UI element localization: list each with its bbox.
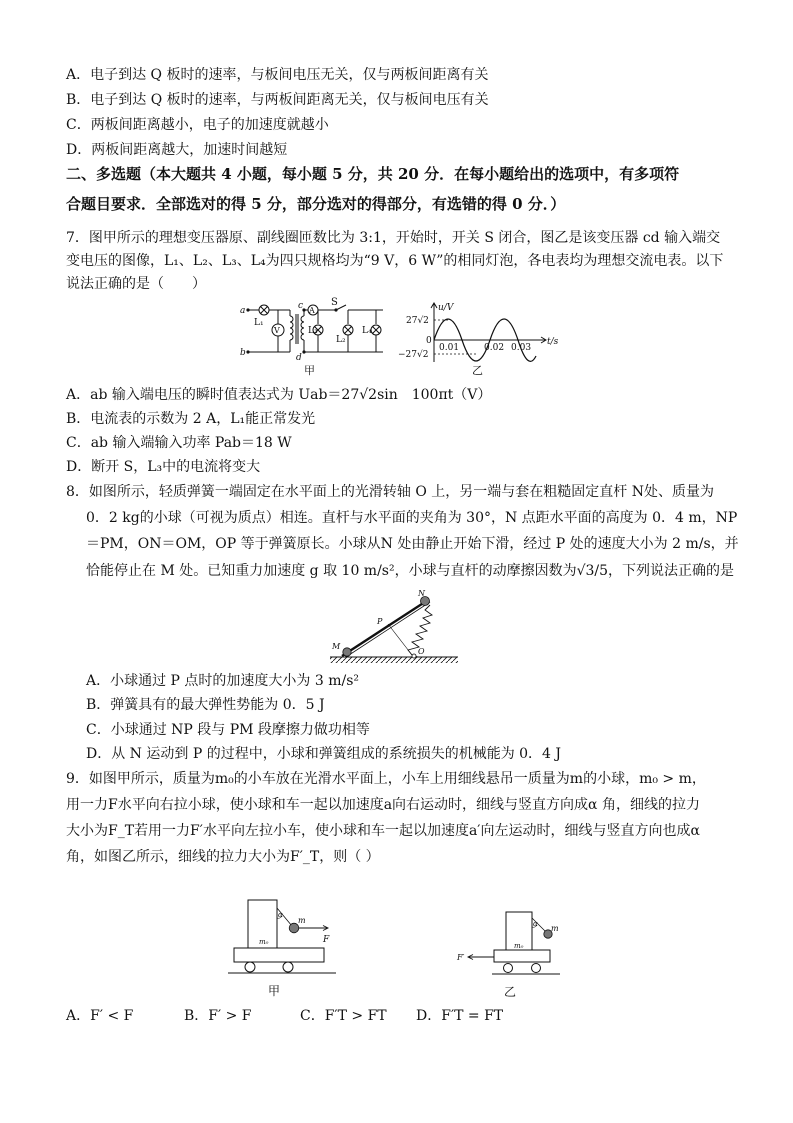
ball-at-m xyxy=(343,648,351,656)
q9-cart-figure-jia xyxy=(228,896,340,1000)
graph-tick-002: 0.02 xyxy=(484,343,505,353)
force-f-prime-label: F′ xyxy=(457,953,465,962)
point-m-label: M xyxy=(332,642,341,651)
lamp-l2-label: L₂ xyxy=(336,335,346,345)
lamp-l1-label: L₁ xyxy=(254,318,264,328)
q7-circuit-figure xyxy=(238,296,388,376)
q8-option-b: B．弹簧具有的最大弹性势能为 0．5 J xyxy=(86,697,325,713)
point-n-label: N xyxy=(418,589,425,598)
q6-option-c: C．两板间距离越小，电子的加速度就越小 xyxy=(66,117,329,133)
graph-origin-label: 0 xyxy=(426,336,432,346)
q8-stem-line2: 0．2 kg的小球（可视为质点）相连。直杆与水平面的夹角为 30°，N 点距水平面的高度为 0．4 m，NP xyxy=(86,510,738,526)
q8-option-d: D．从 N 运动到 P 的过程中，小球和弹簧组成的系统损失的机械能为 0．4 J xyxy=(86,746,562,762)
terminal-a-label: a xyxy=(240,306,246,316)
q8-spring-rod-figure xyxy=(328,586,462,668)
ground-hatching xyxy=(330,657,458,663)
switch-s-label: S xyxy=(331,297,338,308)
angle-alpha-label-yi: α xyxy=(533,920,538,928)
graph-tick-001: 0.01 xyxy=(439,343,460,353)
ball-mass-label: m xyxy=(298,916,306,925)
graph-tick-003: 0.03 xyxy=(511,343,532,353)
q9-stem-line1: 9．如图甲所示，质量为m₀的小车放在光滑水平面上，小车上用细线悬吊一质量为m的小球，m₀ > m， xyxy=(66,771,706,787)
cart-wheel-right-yi xyxy=(532,964,541,973)
cart-wheel-left-yi xyxy=(504,964,513,973)
q9-option-b: B．F′ > F xyxy=(184,1008,252,1024)
q8-stem-line1: 8．如图所示，轻质弹簧一端固定在水平面上的光滑转轴 O 上，另一端与套在粗糙固定直杆 N处、质量为 xyxy=(66,484,714,500)
q7-option-b: B．电流表的示数为 2 A，L₁能正常发光 xyxy=(66,411,316,427)
q7-option-c: C．ab 输入端输入功率 Pab＝18 W xyxy=(66,435,292,451)
figure-yi-caption: 乙 xyxy=(472,364,483,377)
q6-option-a: A．电子到达 Q 板时的速率，与板间电压无关，仅与两板间距离有关 xyxy=(66,67,489,83)
section-heading-line1: 二、多选题（本大题共 4 小题，每小题 5 分，共 20 分．在每小题给出的选项中，有多项符 xyxy=(66,165,680,183)
q8-option-a: A．小球通过 P 点时的加速度大小为 3 m/s² xyxy=(86,673,360,689)
cart-mass-label-yi: m₀ xyxy=(514,942,524,950)
voltmeter-icon: V xyxy=(274,326,280,335)
point-o-label: O xyxy=(418,647,425,656)
lamp-l3-label: L₃ xyxy=(308,326,318,336)
pivot-o xyxy=(412,654,416,658)
point-p-label: P xyxy=(377,617,383,626)
lamp-l4-label: L₄ xyxy=(362,326,372,336)
section-heading-line2: 合题目要求．全部选对的得 5 分，部分选对的得部分，有选错的得 0 分．） xyxy=(66,195,566,213)
cart-mass-label: m₀ xyxy=(259,938,269,946)
terminal-c-label: c xyxy=(298,301,304,311)
q9-cart-figure-yi xyxy=(456,910,566,1002)
terminal-d-label: d xyxy=(296,353,302,363)
force-f-label: F xyxy=(323,935,330,945)
q8-stem-line4: 恰能停止在 M 处。已知重力加速度 g 取 10 m/s²，小球与直杆的动摩擦因数为√3/5，下列说法正确的是 xyxy=(86,563,735,579)
q7-stem-line1: 7．图甲所示的理想变压器原、副线圈匝数比为 3:1，开始时，开关 S 闭合，图乙是该变压器 cd 输入端交 xyxy=(66,230,721,246)
q7-option-a: A．ab 输入端电压的瞬时值表达式为 Uab＝27√2sin 100πt（V） xyxy=(66,387,492,403)
graph-ymin-label: −27√2 xyxy=(398,350,429,360)
q6-option-d: D．两板间距离越大，加速时间越短 xyxy=(66,142,288,158)
figure-jia-caption: 甲 xyxy=(304,364,315,377)
graph-x-axis-label: t/s xyxy=(547,337,559,347)
figure-jia-caption-q9: 甲 xyxy=(268,984,281,998)
q9-option-a: A．F′ < F xyxy=(66,1008,134,1024)
cart-wheel-right xyxy=(283,962,293,972)
q8-option-c: C．小球通过 NP 段与 PM 段摩擦力做功相等 xyxy=(86,722,370,738)
q9-stem-line2: 用一力F水平向右拉小球，使小球和车一起以加速度a向右运动时，细线与竖直方向成α 角，细线的拉力 xyxy=(66,797,700,813)
ball-mass-label-yi: m xyxy=(551,924,559,933)
figure-yi-caption-q9: 乙 xyxy=(504,985,517,999)
graph-y-axis-label: u/V xyxy=(438,303,454,313)
angle-alpha-label: α xyxy=(278,911,283,919)
cart-wheel-left xyxy=(245,962,255,972)
q7-voltage-graph xyxy=(398,300,558,376)
q9-stem-line3: 大小为F_T若用一力F′水平向左拉小车，使小球和车一起以加速度a′向左运动时，细线与竖直方向也成α xyxy=(66,823,700,839)
q9-stem-line4: 角，如图乙所示，细线的拉力大小为F′_T，则（ ） xyxy=(66,849,380,865)
terminal-b-label: b xyxy=(240,348,246,358)
q6-option-b: B．电子到达 Q 板时的速率，与两板间距离无关，仅与板间电压有关 xyxy=(66,92,489,108)
q9-option-c: C．F′T > FT xyxy=(300,1008,387,1024)
q7-stem-line3: 说法正确的是（ ） xyxy=(66,276,206,292)
q7-option-d: D．断开 S，L₃中的电流将变大 xyxy=(66,459,261,475)
q7-stem-line2: 变电压的图像，L₁、L₂、L₃、L₄为四只规格均为“9 V，6 W”的相同灯泡，各电表均为理想交流电表。以下 xyxy=(66,253,724,269)
q8-stem-line3: ＝PM，ON＝OM，OP 等于弹簧原长。小球从N 处由静止开始下滑，经过 P 处的速度大小为 2 m/s，并 xyxy=(86,536,739,552)
graph-ymax-label: 27√2 xyxy=(406,316,429,326)
q9-option-d: D．F′T = FT xyxy=(416,1008,504,1024)
ammeter-icon: A xyxy=(309,306,315,315)
